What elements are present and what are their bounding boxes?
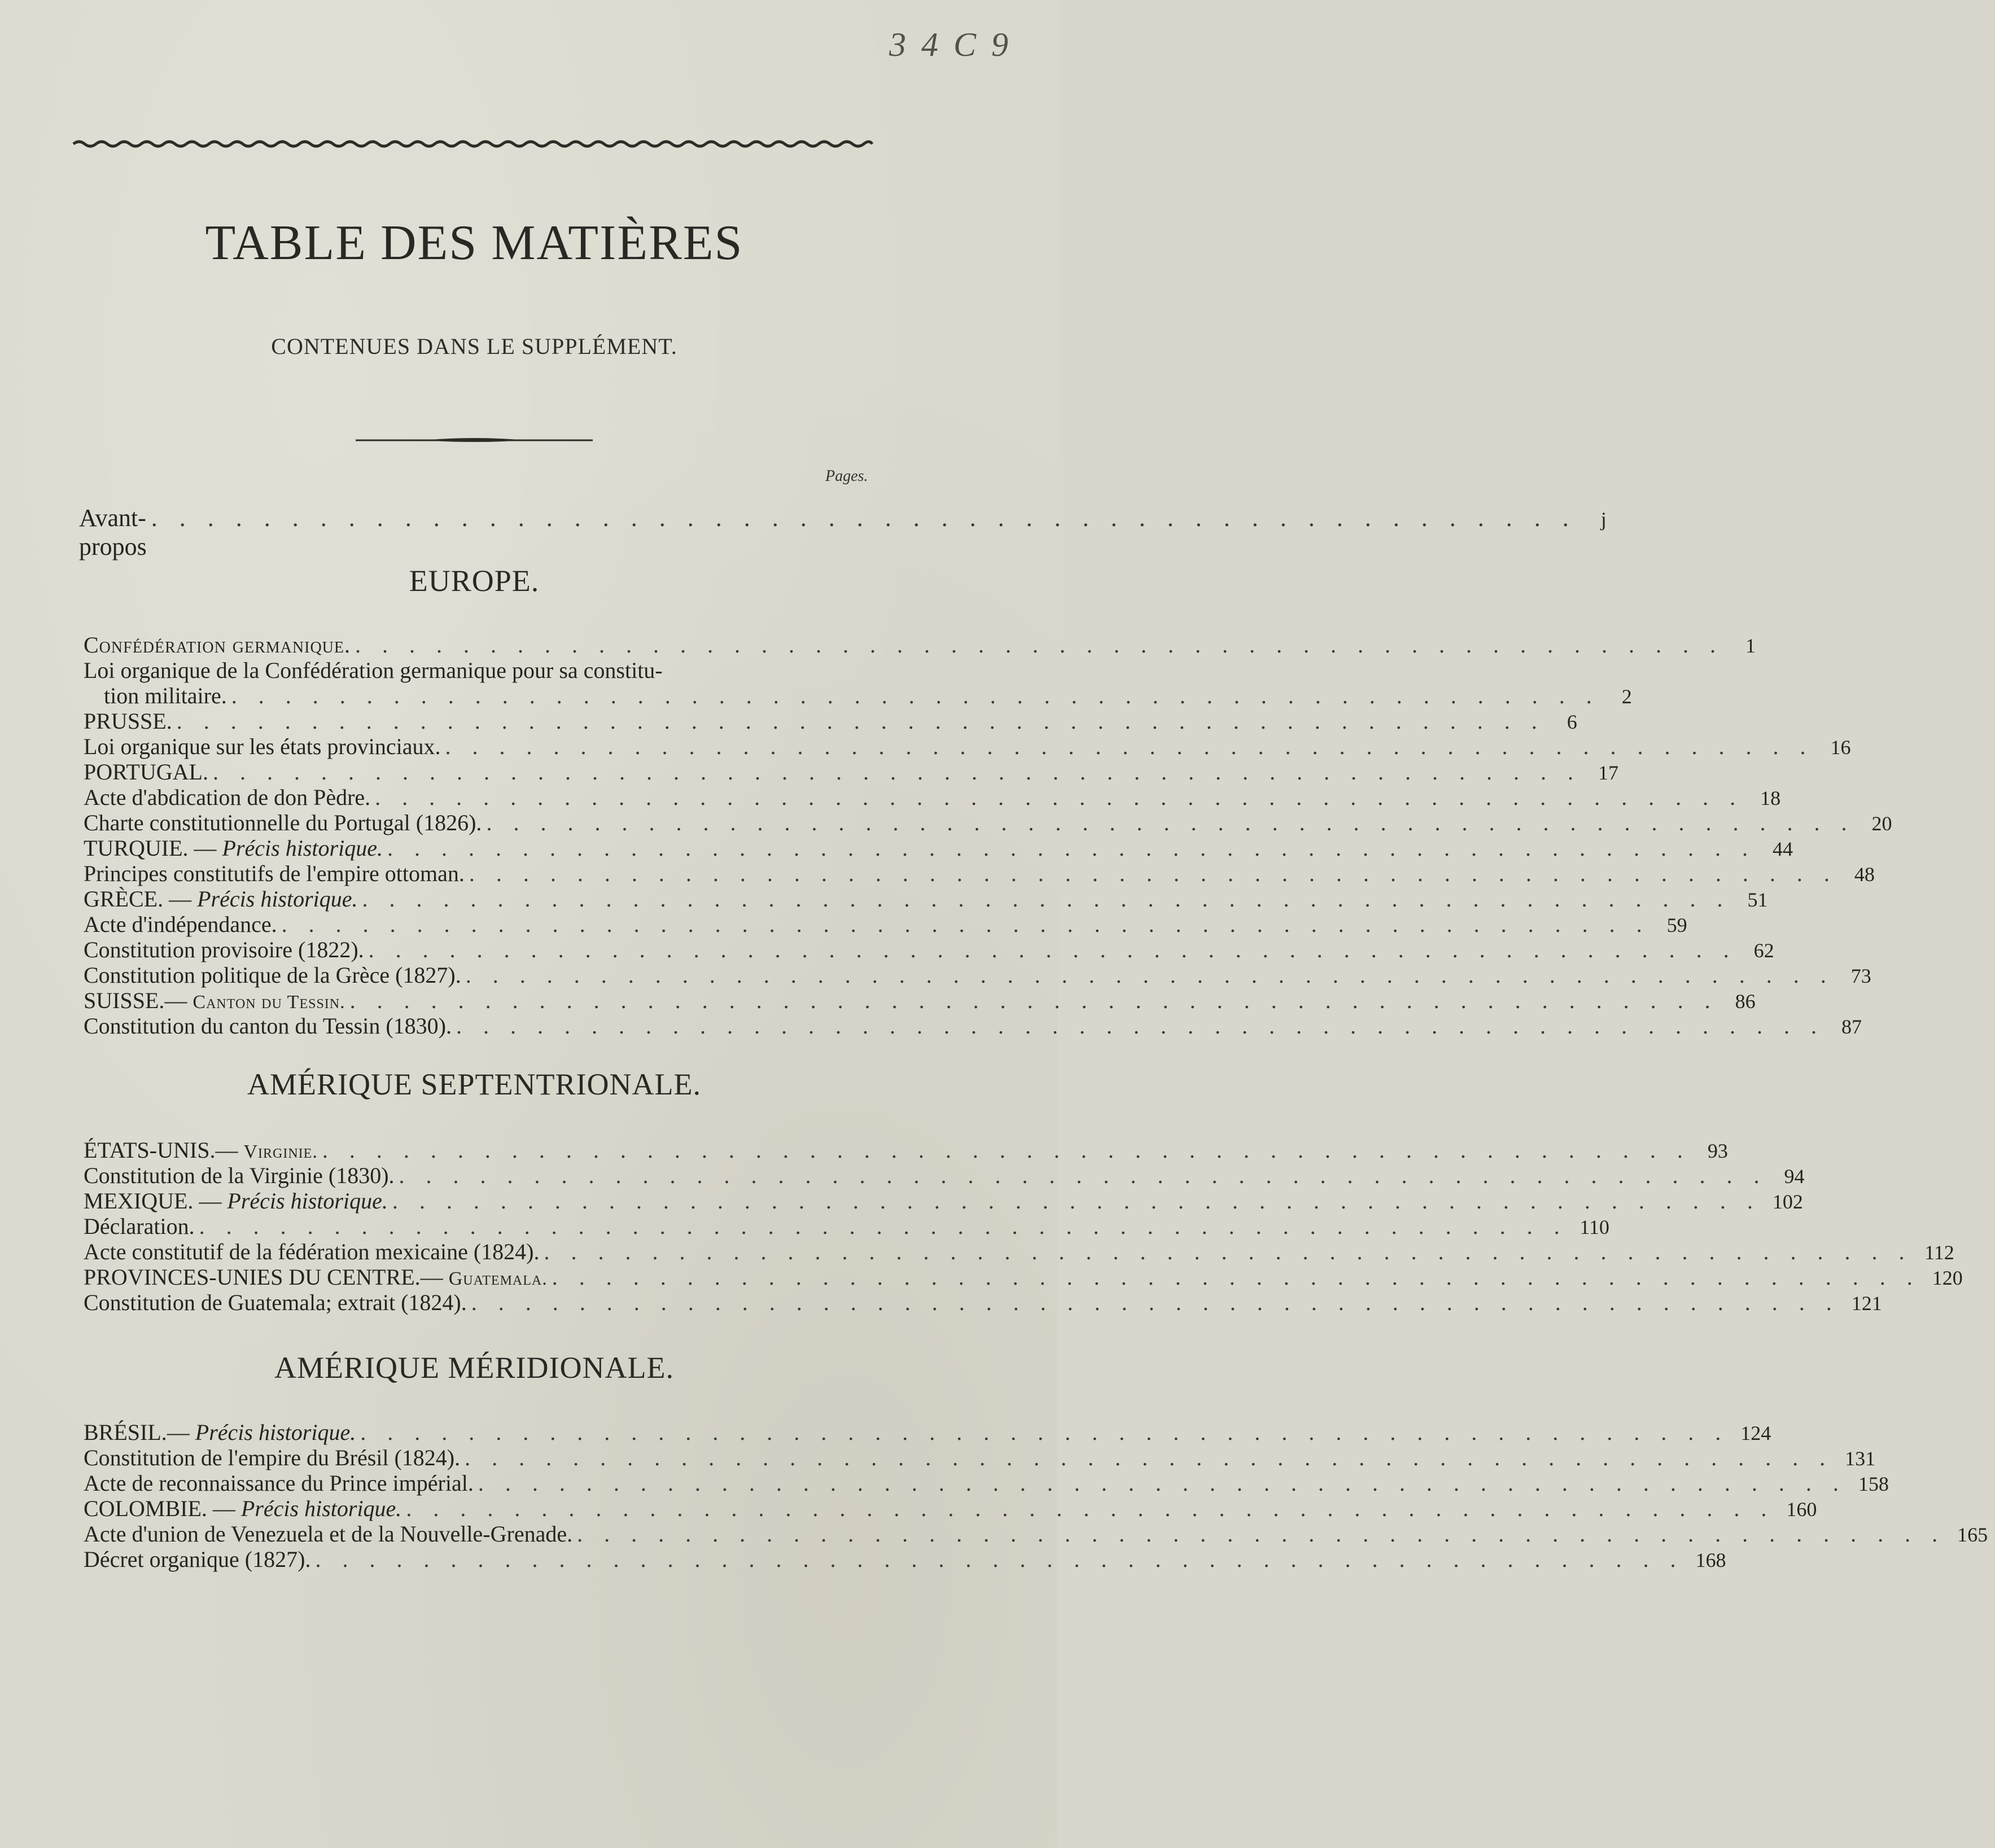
entry-page: 168 bbox=[1695, 1549, 1726, 1571]
leader-dots: . . . . . . . . . . . . . . . . . . . . . . . . . . . . . . . . . . . . . . . . . . . . . . . . . . . bbox=[322, 1137, 1691, 1163]
leader-dots: . . . . . . . . . . . . . . . . . . . . . . . . . . . . . . . . . . . . . . . . . . . . . . . . . . . bbox=[176, 708, 1545, 734]
entry-title: PRUSSE. bbox=[84, 708, 172, 734]
entry-page: 20 bbox=[1871, 812, 1892, 835]
leader-dots: . . . . . . . . . . . . . . . . . . . . . . . . . . . . . . . . . . . . . . . . . . . . . . . . . . . bbox=[349, 988, 1718, 1013]
toc-entry bbox=[84, 1137, 1728, 1163]
toc-entry bbox=[84, 1470, 1889, 1496]
toc-entry bbox=[84, 1547, 1726, 1572]
entry-page: 18 bbox=[1760, 787, 1781, 809]
toc-entry bbox=[84, 1445, 1876, 1470]
entry-title-line1: Loi organique de la Confédération germanique pour sa constitu- bbox=[84, 658, 663, 683]
toc-entry bbox=[84, 632, 1756, 658]
entry-title: tion militaire. bbox=[104, 683, 227, 708]
section-heading-europe: EUROPE. bbox=[409, 564, 540, 598]
entry-page: 102 bbox=[1772, 1190, 1803, 1213]
leader-dots: . . . . . . . . . . . . . . . . . . . . . . . . . . . . . . . . . . . . . . . . . . . . . . . . . . . bbox=[577, 1521, 1946, 1547]
toc-entry bbox=[84, 683, 1632, 708]
entry-title: Acte d'abdication de don Pèdre. bbox=[84, 785, 371, 810]
leader-dots: . . . . . . . . . . . . . . . . . . . . . . . . . . . . . . . . . . . . . . . . . . . . . . . . . . . bbox=[471, 1290, 1840, 1315]
toc-entry bbox=[84, 937, 1774, 962]
entry-page: 73 bbox=[1850, 965, 1871, 987]
leader-dots: . . . . . . . . . . . . . . . . . . . . . . . . . . . . . . . . . . . . . . . . . . . . . . . . . . . bbox=[465, 1445, 1834, 1470]
entry-title: Constitution provisoire (1822). bbox=[84, 937, 364, 962]
toc-entry bbox=[84, 734, 1851, 759]
leader-dots: . . . . . . . . . . . . . . . . . . . . . . . . . . . . . . . . . . . . . . . . . . . . . . . . . . . bbox=[478, 1470, 1847, 1496]
entry-page: 110 bbox=[1580, 1216, 1609, 1238]
leader-dots: . . . . . . . . . . . . . . . . . . . . . . . . . . . . . . . . . . . . . . . . . . . . . . . . . . . bbox=[445, 734, 1814, 759]
toc-entry bbox=[84, 1013, 1862, 1039]
toc-entry-avant-propos bbox=[79, 503, 1607, 560]
entry-page: 131 bbox=[1845, 1447, 1876, 1470]
entry-title: Constitution politique de la Grèce (1827). bbox=[84, 962, 461, 988]
entry-page: 44 bbox=[1772, 838, 1793, 860]
leader-dots: . . . . . . . . . . . . . . . . . . . . . . . . . . . . . . . . . . . . . . . . . . . . . . . . . . . bbox=[231, 683, 1600, 708]
leader-dots: . . . . . . . . . . . . . . . . . . . . . . . . . . . . . . . . . . . . . . . . . . . . . . . . . . . bbox=[406, 1496, 1775, 1521]
toc-entry bbox=[84, 988, 1756, 1013]
entry-page: 86 bbox=[1735, 990, 1756, 1013]
toc-list-europe bbox=[84, 632, 1892, 1039]
toc-list-amerique-septentrionale bbox=[84, 1137, 1963, 1315]
leader-dots: . . . . . . . . . . . . . . . . . . . . . . . . . . . . . . . . . . . . . . . . . . . . . . . . . . . bbox=[544, 1239, 1913, 1264]
entry-title: Principes constitutifs de l'empire ottoman. bbox=[84, 861, 465, 886]
entry-title: BRÉSIL.— Précis historique. bbox=[84, 1420, 356, 1445]
toc-entry bbox=[84, 1496, 1817, 1521]
entry-page: 94 bbox=[1784, 1165, 1805, 1188]
entry-title: COLOMBIE. — Précis historique. bbox=[84, 1496, 402, 1521]
leader-dots: . . . . . . . . . . . . . . . . . . . . . . . . . . . . . . . . . . . . . . . . . . . . . . . . . . . bbox=[281, 912, 1650, 937]
entry-title: MEXIQUE. — Précis historique. bbox=[84, 1188, 388, 1214]
divider-rule bbox=[356, 436, 593, 444]
toc-entry bbox=[84, 1188, 1803, 1214]
entry-title: Constitution de la Virginie (1830). bbox=[84, 1163, 395, 1188]
leader-dots: . . . . . . . . . . . . . . . . . . . . . . . . . . . . . . . . . . . . . . . . . . . . . . . . . . . bbox=[360, 1420, 1729, 1445]
entry-page: j bbox=[1600, 508, 1607, 531]
entry-title: Déclaration. bbox=[84, 1214, 195, 1239]
leader-dots: . . . . . . . . . . . . . . . . . . . . . . . . . . . . . . . . . . . . . . . . . . . . . . . . . . . bbox=[456, 1013, 1825, 1039]
entry-title: Loi organique sur les états provinciaux. bbox=[84, 734, 441, 759]
toc-entry bbox=[84, 886, 1768, 912]
library-mark: 3 4 C 9 bbox=[889, 26, 1012, 63]
entry-page: 120 bbox=[1932, 1267, 1963, 1289]
entry-page: 62 bbox=[1753, 939, 1774, 962]
entry-page: 1 bbox=[1745, 634, 1756, 657]
toc-entry bbox=[84, 912, 1687, 937]
entry-page: 51 bbox=[1747, 888, 1768, 911]
section-heading-amerique-meridionale: AMÉRIQUE MÉRIDIONALE. bbox=[274, 1351, 674, 1385]
entry-title: PORTUGAL. bbox=[84, 759, 208, 785]
entry-page: 17 bbox=[1598, 761, 1618, 784]
entry-page: 112 bbox=[1924, 1241, 1954, 1264]
toc-entry bbox=[84, 1420, 1771, 1445]
pages-column-label: Pages. bbox=[825, 467, 868, 485]
leader-dots: . . . . . . . . . . . . . . . . . . . . . . . . . . . . . . . . . . . . . . . . . . . . . . . . . . . bbox=[469, 861, 1838, 886]
leader-dots: . . . . . . . . . . . . . . . . . . . . . . . . . . . . . . . . . . . . . . . . . . . . . . . . . . . bbox=[315, 1547, 1684, 1572]
page-title: TABLE DES MATIÈRES bbox=[205, 216, 743, 270]
leader-dots: . . . . . . . . . . . . . . . . . . . . . . . . . . . . . . . . . . . . . . . . . . . . . . . . . . . bbox=[355, 632, 1723, 658]
toc-entry bbox=[84, 1290, 1882, 1315]
entry-title: SUISSE.— Canton du Tessin. bbox=[84, 988, 345, 1013]
toc-entry bbox=[84, 810, 1892, 835]
entry-title: Décret organique (1827). bbox=[84, 1547, 311, 1572]
entry-page: 93 bbox=[1707, 1140, 1728, 1162]
entry-page: 16 bbox=[1830, 736, 1851, 759]
toc-list-amerique-meridionale bbox=[84, 1420, 1988, 1572]
leader-dots: . . . . . . . . . . . . . . . . . . . . . . . . . . . . . . . . . . . . . . . . . . . . . . . . . . . bbox=[151, 504, 1577, 532]
entry-page: 160 bbox=[1786, 1498, 1817, 1521]
leader-dots: . . . . . . . . . . . . . . . . . . . . . . . . . . . . . . . . . . . . . . . . . . . . . . . . . . . bbox=[387, 835, 1756, 861]
toc-entry bbox=[84, 835, 1793, 861]
entry-title: Confédération germanique. bbox=[84, 632, 351, 658]
toc-entry bbox=[84, 759, 1618, 785]
entry-title: Acte d'union de Venezuela et de la Nouvelle-Grenade. bbox=[84, 1521, 573, 1547]
entry-title: Acte constitutif de la fédération mexicaine (1824). bbox=[84, 1239, 540, 1264]
toc-entry bbox=[84, 1264, 1963, 1290]
leader-dots: . . . . . . . . . . . . . . . . . . . . . . . . . . . . . . . . . . . . . . . . . . . . . . . . . . . bbox=[552, 1264, 1920, 1290]
leader-dots: . . . . . . . . . . . . . . . . . . . . . . . . . . . . . . . . . . . . . . . . . . . . . . . . . . . bbox=[392, 1188, 1761, 1214]
entry-page: 59 bbox=[1666, 914, 1687, 936]
entry-title: GRÈCE. — Précis historique. bbox=[84, 886, 358, 912]
toc-entry bbox=[84, 1521, 1988, 1547]
leader-dots: . . . . . . . . . . . . . . . . . . . . . . . . . . . . . . . . . . . . . . . . . . . . . . . . . . . bbox=[362, 886, 1731, 912]
toc-entry bbox=[84, 1163, 1805, 1188]
leader-dots: . . . . . . . . . . . . . . . . . . . . . . . . . . . . . . . . . . . . . . . . . . . . . . . . . . . bbox=[368, 937, 1737, 962]
toc-entry bbox=[84, 785, 1781, 810]
toc-entry bbox=[84, 1214, 1609, 1239]
entry-title: Charte constitutionnelle du Portugal (1826). bbox=[84, 810, 482, 835]
toc-entry bbox=[84, 861, 1875, 886]
entry-page: 2 bbox=[1621, 685, 1632, 708]
entry-page: 158 bbox=[1858, 1473, 1889, 1495]
page-subtitle: CONTENUES DANS LE SUPPLÉMENT. bbox=[271, 334, 677, 359]
entry-title: Avant-propos bbox=[79, 504, 147, 560]
entry-page: 87 bbox=[1841, 1015, 1862, 1038]
entry-page: 124 bbox=[1740, 1422, 1771, 1444]
entry-title: Acte d'indépendance. bbox=[84, 912, 277, 937]
leader-dots: . . . . . . . . . . . . . . . . . . . . . . . . . . . . . . . . . . . . . . . . . . . . . . . . . . . bbox=[465, 962, 1834, 988]
entry-page: 165 bbox=[1957, 1523, 1988, 1546]
leader-dots: . . . . . . . . . . . . . . . . . . . . . . . . . . . . . . . . . . . . . . . . . . . . . . . . . . . bbox=[375, 785, 1744, 810]
entry-page: 6 bbox=[1567, 711, 1577, 733]
toc-entry bbox=[84, 1239, 1954, 1264]
section-heading-amerique-septentrionale: AMÉRIQUE SEPTENTRIONALE. bbox=[247, 1067, 701, 1101]
entry-page: 121 bbox=[1851, 1292, 1882, 1315]
toc-entry bbox=[84, 708, 1577, 734]
leader-dots: . . . . . . . . . . . . . . . . . . . . . . . . . . . . . . . . . . . . . . . . . . . . . . . . . . . bbox=[399, 1163, 1768, 1188]
leader-dots: . . . . . . . . . . . . . . . . . . . . . . . . . . . . . . . . . . . . . . . . . . . . . . . . . . . bbox=[212, 759, 1581, 785]
entry-page: 48 bbox=[1854, 863, 1875, 886]
leader-dots: . . . . . . . . . . . . . . . . . . . . . . . . . . . . . . . . . . . . . . . . . . . . . . . . . . . bbox=[199, 1214, 1568, 1239]
entry-title: Constitution du canton du Tessin (1830). bbox=[84, 1013, 452, 1039]
entry-title: TURQUIE. — Précis historique. bbox=[84, 835, 383, 861]
entry-title: Acte de reconnaissance du Prince impérial. bbox=[84, 1470, 474, 1496]
entry-title: ÉTATS-UNIS.— Virginie. bbox=[84, 1137, 318, 1163]
leader-dots: . . . . . . . . . . . . . . . . . . . . . . . . . . . . . . . . . . . . . . . . . . . . . . . . . . . bbox=[486, 810, 1855, 835]
entry-title: PROVINCES-UNIES DU CENTRE.— Guatemala. bbox=[84, 1264, 548, 1290]
entry-title: Constitution de Guatemala; extrait (1824). bbox=[84, 1290, 467, 1315]
entry-title: Constitution de l'empire du Brésil (1824). bbox=[84, 1445, 461, 1470]
ornamental-rule bbox=[73, 138, 872, 150]
toc-entry bbox=[84, 962, 1871, 988]
